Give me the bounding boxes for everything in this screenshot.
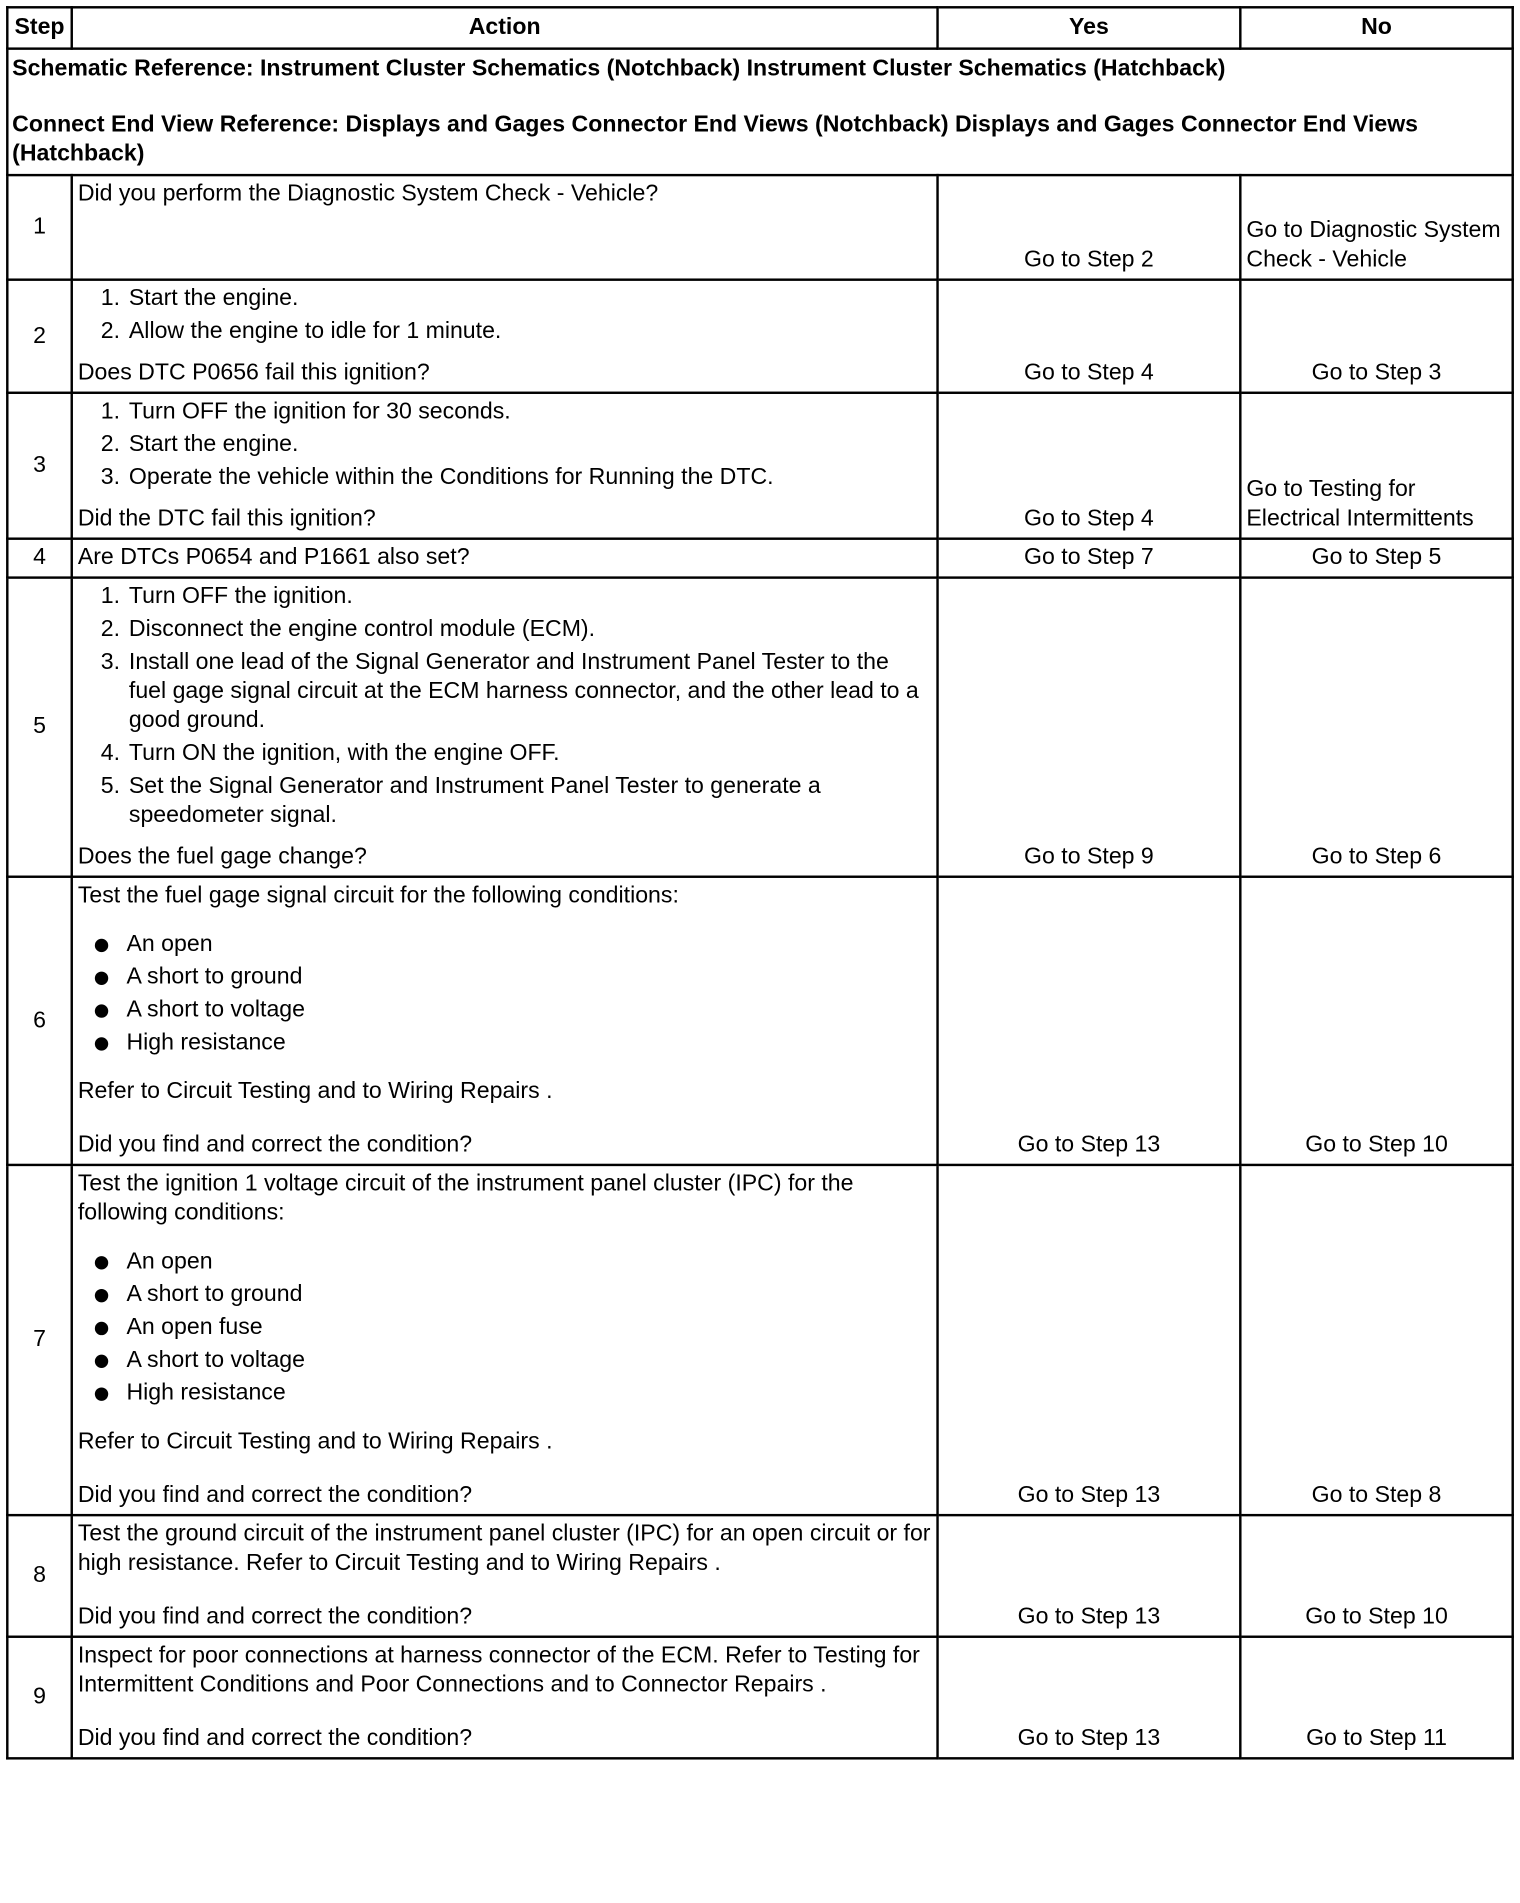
list-item: 2. Start the engine. [126,430,931,459]
yes-cell: Go to Step 13 [938,1165,1241,1515]
no-cell: Go to Step 3 [1240,280,1512,393]
yes-cell: Go to Step 4 [938,393,1241,539]
reference-cell [7,49,1512,175]
yes-cell: Go to Step 13 [938,1637,1241,1759]
list-item [78,1029,932,1058]
procedure-list [78,285,932,347]
list-item-text: A short to ground [126,964,303,990]
reference-row [7,49,1512,175]
step-number: 6 [7,877,71,1165]
action-refer: Refer to Circuit Testing and to Wiring Repairs . [77,1428,553,1455]
table-row [7,539,1512,578]
no-cell: Go to Step 6 [1240,578,1512,877]
condition-list [78,1248,932,1409]
list-item-text: High resistance [126,1029,286,1056]
table-row [7,175,1512,280]
action-question: Did you find and correct the condition? [77,1725,473,1752]
action-cell [72,1515,938,1637]
list-item: 3. Operate the vehicle within the Conditions for Running the DTC. [126,463,931,492]
list-item [78,930,932,959]
no-cell: Go to Step 10 [1240,877,1512,1165]
list-item-text: High resistance [126,1380,286,1406]
action-question: Did you find and correct the condition? [77,1132,473,1158]
bullet-icon [95,1037,108,1050]
procedure-list [78,582,932,830]
step-number: 4 [7,539,71,578]
header-yes: Yes [938,7,1241,48]
list-item: 2. Disconnect the engine control module (ECM). [126,615,931,644]
action-intro: Test the fuel gage signal circuit for the following conditions: [77,882,679,909]
step-number: 7 [7,1165,71,1515]
list-item [78,1346,932,1375]
table-row [7,393,1512,539]
yes-cell: Go to Step 4 [938,280,1241,393]
action-cell [72,1637,938,1759]
yes-cell: Go to Step 9 [938,578,1241,877]
diagnostic-table [6,6,1514,1759]
no-cell: Go to Diagnostic System Check - Vehicle [1240,175,1512,280]
action-cell [72,1165,938,1515]
step-number: 8 [7,1515,71,1637]
action-question: Did you find and correct the condition? [77,1482,473,1508]
list-item: 1. Turn OFF the ignition. [126,582,931,611]
action-refer: Refer to Circuit Testing and to Wiring Repairs . [77,1078,553,1105]
table-row [7,1515,1512,1637]
bullet-icon [95,1322,108,1335]
bullet-icon [95,1387,108,1400]
schematic-reference: Schematic Reference: Instrument Cluster Schematics (Notchback) Instrument Cluster Schematics (Hatchback) [12,55,1226,82]
bullet-icon [95,1289,108,1302]
header-action: Action [72,7,938,48]
action-intro: Inspect for poor connections at harness connector of the ECM. Refer to Testing for Intermittent Conditions and Poor Connections and to Connector Repairs . [77,1642,920,1698]
action-cell [72,877,938,1165]
list-item [78,1280,932,1309]
step-number: 1 [7,175,71,280]
yes-cell: Go to Step 13 [938,1515,1241,1637]
condition-list [78,930,932,1058]
bullet-icon [95,1355,108,1368]
bullet-icon [95,1004,108,1017]
action-intro: Test the ignition 1 voltage circuit of the instrument panel cluster (IPC) for the following conditions: [77,1171,854,1226]
list-item [78,996,932,1025]
table-row [7,1165,1512,1515]
no-cell: Go to Step 11 [1240,1637,1512,1759]
list-item [78,963,932,992]
bullet-icon [95,972,108,985]
action-question: Did you find and correct the condition? [77,1603,473,1630]
list-item: 4. Turn ON the ignition, with the engine OFF. [126,739,931,768]
bullet-icon [95,939,108,952]
action-cell [72,578,938,877]
yes-cell: Go to Step 13 [938,877,1241,1165]
no-cell: Go to Step 8 [1240,1165,1512,1515]
table-row [7,1637,1512,1759]
action-cell [72,175,938,280]
bullet-icon [95,1256,108,1269]
action-question: Does DTC P0656 fail this ignition? [77,359,430,386]
list-item-text: An open [126,1248,213,1275]
connector-reference: Connect End View Reference: Displays and Gages Connector End Views (Notchback) Displays and Gages Connector End Views (Hatchback) [12,111,1419,167]
step-number: 2 [7,280,71,393]
action-question: Did the DTC fail this ignition? [77,505,376,532]
table-row [7,280,1512,393]
step-number: 9 [7,1637,71,1759]
list-item [78,1248,932,1277]
header-no: No [1240,7,1512,48]
yes-cell: Go to Step 2 [938,175,1241,280]
list-item: 1. Turn OFF the ignition for 30 seconds. [126,398,931,427]
yes-cell: Go to Step 7 [938,539,1241,578]
list-item [78,1379,932,1408]
action-question: Did you perform the Diagnostic System Check - Vehicle? [77,181,659,207]
list-item-text: A short to ground [126,1281,303,1308]
table-row [7,877,1512,1165]
list-item: 2. Allow the engine to idle for 1 minute. [126,317,931,346]
no-cell: Go to Testing for Electrical Intermittents [1240,393,1512,539]
header-row [7,7,1512,48]
action-cell [72,393,938,539]
step-number: 5 [7,578,71,877]
action-cell [72,280,938,393]
no-cell: Go to Step 5 [1240,539,1512,578]
header-step: Step [7,7,71,48]
list-item: 3. Install one lead of the Signal Generator and Instrument Panel Tester to the fuel gage signal circuit at the ECM harness connector, and the other lead to a good ground. [126,648,931,736]
action-intro: Test the ground circuit of the instrument panel cluster (IPC) for an open circuit or for high resistance. Refer to Circuit Testing and to Wiring Repairs . [77,1521,931,1576]
list-item: 1. Start the engine. [126,285,931,314]
list-item-text: An open [126,931,213,957]
action-question: Does the fuel gage change? [77,843,367,870]
no-cell: Go to Step 10 [1240,1515,1512,1637]
table-row [7,578,1512,877]
procedure-list [78,398,932,493]
list-item: 5. Set the Signal Generator and Instrument Panel Tester to generate a speedometer signal. [126,772,931,830]
list-item-text: A short to voltage [126,997,306,1023]
list-item-text: A short to voltage [126,1347,306,1373]
list-item [78,1313,932,1342]
step-number: 3 [7,393,71,539]
action-cell [72,539,938,578]
list-item-text: An open fuse [126,1314,263,1341]
action-question: Are DTCs P0654 and P1661 also set? [77,544,470,571]
